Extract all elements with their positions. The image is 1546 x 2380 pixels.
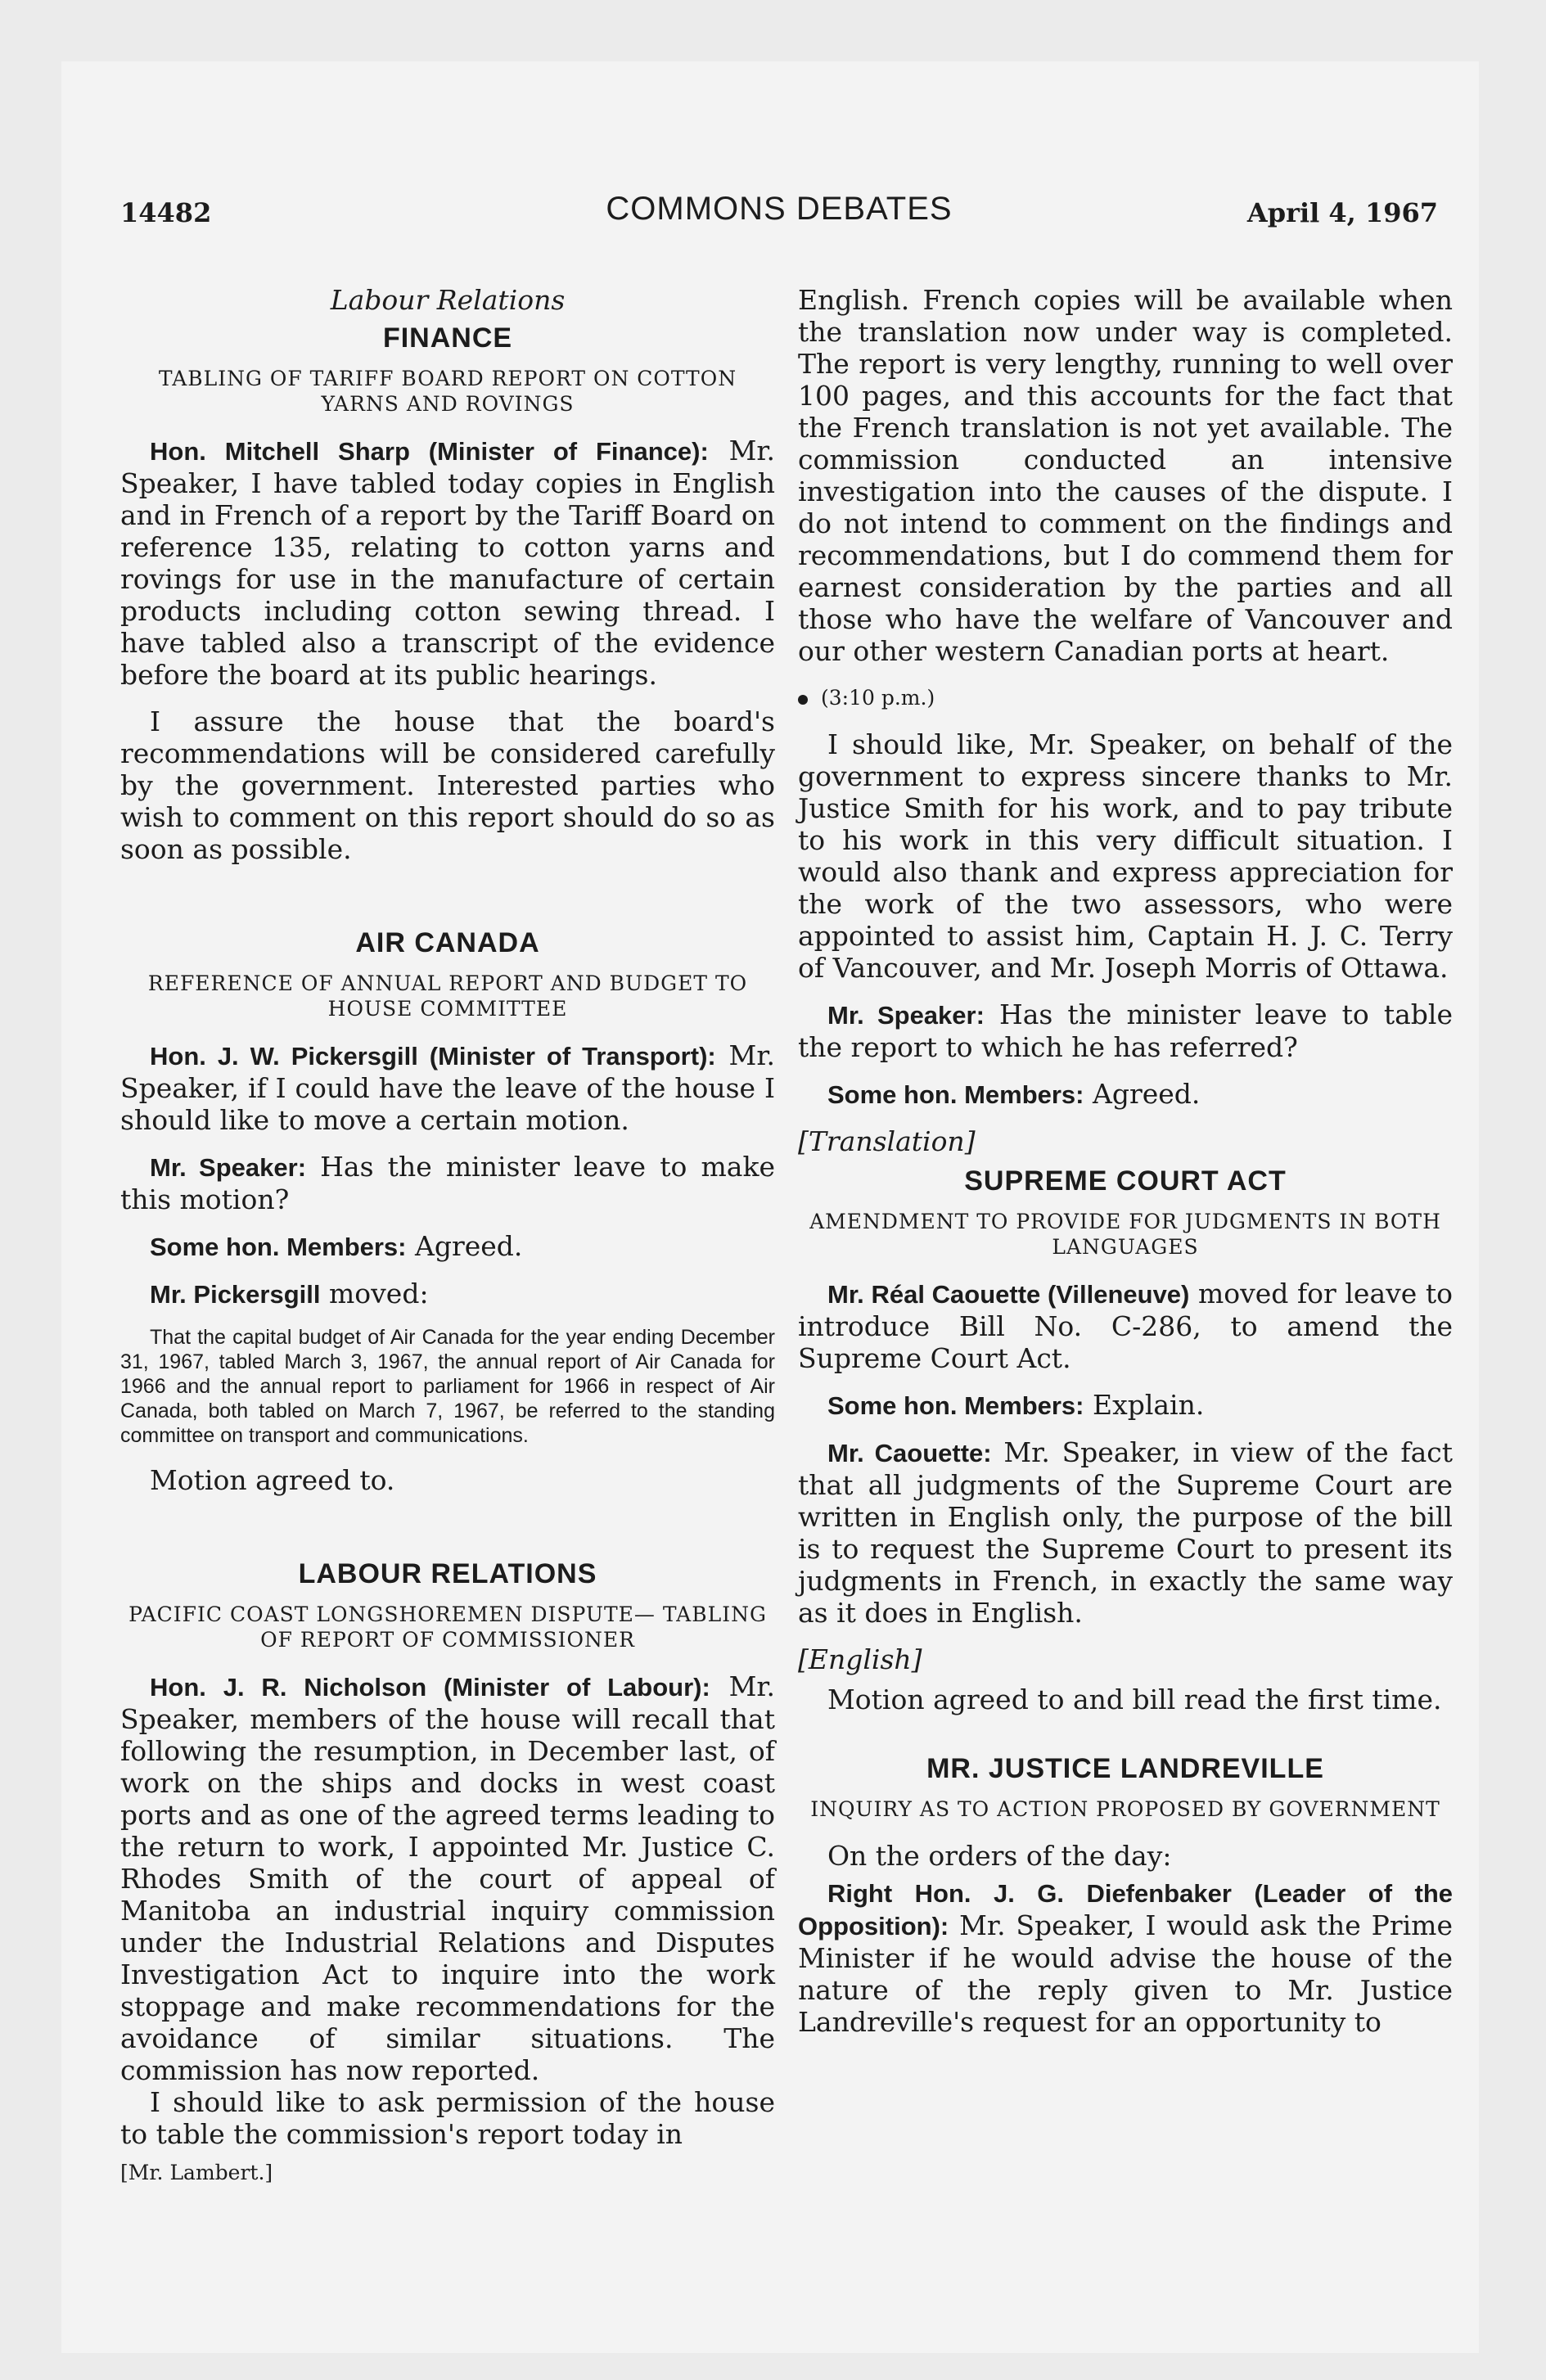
translation-tag: [Translation] — [798, 1125, 976, 1157]
members-label: Some hon. Members: — [827, 1080, 1084, 1109]
paragraph-explain — [798, 1389, 1453, 1422]
speaker-sharp: Hon. Mitchell Sharp (Minister of Finance): — [150, 437, 709, 466]
speech-caouette-2: Mr. Speaker, in view of the fact that all judgments of the Supreme Court are written in English only, the purpose of the bill is to request the Supreme Court to present its judgments in French, in exactly the same way as it does in English. — [798, 1436, 1453, 1629]
paragraph-caouette — [798, 1278, 1453, 1374]
subheading-tariff-board: TABLING OF TARIFF BOARD REPORT ON COTTON YARNS AND ROVINGS — [158, 367, 737, 416]
motion-text: That the capital budget of Air Canada for the year ending December 31, 1967, tabled March 3, 1967, the annual report of Air Canada for 1966 and the annual report to parliament for 1966 in respect of Air Canada, both tabled on March 7, 1967, be referred to the standing committee on transport and communications. — [120, 1326, 775, 1447]
members-label: Some hon. Members: — [150, 1233, 407, 1261]
paragraph-members-agreed — [120, 1230, 775, 1263]
section-heading-landreville: MR. JUSTICE LANDREVILLE — [926, 1753, 1324, 1784]
members-label: Some hon. Members: — [827, 1391, 1084, 1420]
paragraph-thanks: I should like, Mr. Speaker, on behalf of the government to express sincere thanks to Mr. Justice Smith for his work, and to pay tribute to his work in this very difficult situation. I would also thank and express appreciation for the work of the two assessors, who were appointed to assist him, Captain H. J. C. Terry of Vancouver, and Mr. Joseph Morris of Ottawa. — [798, 728, 1453, 984]
paragraph-motion-agreed: Motion agreed to. — [150, 1464, 395, 1496]
left-column — [120, 284, 775, 2188]
page-date: April 4, 1967 — [1246, 197, 1438, 228]
subheading-inquiry: INQUIRY AS TO ACTION PROPOSED BY GOVERNMENT — [810, 1797, 1440, 1821]
running-subject: Labour Relations — [330, 284, 566, 316]
page-header — [120, 191, 1438, 240]
subheading-annual-report: REFERENCE OF ANNUAL REPORT AND BUDGET TO HOUSE COMMITTEE — [147, 971, 748, 1021]
right-column — [798, 284, 1453, 2053]
paragraph-orders: On the orders of the day: — [827, 1840, 1172, 1872]
speaker-diefenbaker: Right Hon. J. G. Diefenbaker (Leader of the Opposition): — [798, 1879, 1453, 1941]
speech-sharp: Mr. Speaker, I have tabled today copies in English and in French of a report by the Tariff Board on reference 135, relating to cotton yarns and rovings for use in the manufacture of certain products including cotton sewing thread. I have tabled also a transcript of the evidence before the board at its public hearings. — [120, 435, 775, 691]
section-heading-air-canada: AIR CANADA — [355, 927, 540, 958]
paragraph-speaker-table — [798, 998, 1453, 1063]
members-text: Explain. — [1093, 1389, 1205, 1421]
speaker-text: Has the minister leave to table the report to which he has referred? — [798, 998, 1453, 1063]
paragraph-caouette-2 — [798, 1436, 1453, 1629]
speaker-label: Mr. Speaker: — [827, 1001, 985, 1030]
page — [61, 61, 1479, 2353]
paragraph-continuation: English. French copies will be available when the translation now under way is completed. The report is very lengthy, running to well over 100 pages, and this accounts for the fact that the French translation is not yet available. The commission conducted an intensive investigation into the causes of the dispute. I do not intend to comment on the findings and recommendations, but I do commend them for earnest consideration by the parties and all those who have the welfare of Vancouver and our other western Canadian ports at heart. — [798, 284, 1453, 667]
paragraph-moved — [120, 1278, 775, 1310]
timestamp — [798, 682, 1453, 714]
speech-caouette: moved for leave to introduce Bill No. C-286, to amend the Supreme Court Act. — [798, 1278, 1453, 1374]
speaker-nicholson: Hon. J. R. Nicholson (Minister of Labour): — [150, 1673, 710, 1702]
section-heading-labour: LABOUR RELATIONS — [298, 1558, 597, 1589]
members-text: Agreed. — [1093, 1078, 1201, 1110]
section-heading-supreme-court: SUPREME COURT ACT — [964, 1165, 1287, 1197]
paragraph-diefenbaker — [798, 1877, 1453, 2038]
english-tag: [English] — [798, 1643, 922, 1675]
paragraph-sharp — [120, 435, 775, 691]
section-heading-finance: FINANCE — [382, 322, 513, 354]
subheading-judgments: AMENDMENT TO PROVIDE FOR JUDGMENTS IN BOTH LANGUAGES — [809, 1210, 1441, 1259]
speaker-caouette: Mr. Réal Caouette (Villeneuve) — [827, 1280, 1190, 1309]
subheading-longshoremen: PACIFIC COAST LONGSHOREMEN DISPUTE— TABLING OF REPORT OF COMMISSIONER — [128, 1602, 767, 1652]
paragraph-bill-agreed: Motion agreed to and bill read the first time. — [827, 1684, 1442, 1715]
members-text: Agreed. — [415, 1230, 523, 1262]
paragraph-assure: I assure the house that the board's recommendations will be considered carefully by the government. Interested parties who wish to comment on this report should do so as soon as possible. — [120, 705, 775, 865]
paragraph-nicholson — [120, 1670, 775, 2086]
paragraph-permission: I should like to ask permission of the house to table the commission's report today in — [120, 2086, 775, 2150]
speaker-caouette-2: Mr. Caouette: — [827, 1439, 992, 1467]
speaker-reference: [Mr. Lambert.] — [120, 2161, 273, 2184]
speaker-label: Mr. Speaker: — [150, 1153, 307, 1182]
speaker-pickersgill: Hon. J. W. Pickersgill (Minister of Transport): — [150, 1042, 716, 1071]
bullet-icon — [798, 695, 808, 705]
timestamp-text: (3:10 p.m.) — [821, 686, 935, 710]
moved-text: moved: — [329, 1278, 429, 1309]
publication-title: COMMONS DEBATES — [606, 191, 953, 227]
paragraph-members-agreed — [798, 1078, 1453, 1111]
speech-nicholson: Mr. Speaker, members of the house will recall that following the resumption, in December last, of work on the ships and docks in west coast ports and as one of the agreed terms leading to the return to work, I appointed Mr. Justice C. Rhodes Smith of the court of appeal of Manitoba an industrial inquiry commission under the Industrial Relations and Disputes Investigation Act to inquire into the work stoppage and make recommendations for the avoidance of similar situations. The commission has now reported. — [120, 1670, 775, 2086]
speech-diefenbaker: Mr. Speaker, I would ask the Prime Minister if he would advise the house of the nature of the reply given to Mr. Justice Landreville's request for an opportunity to — [798, 1909, 1453, 2038]
paragraph-pickersgill — [120, 1039, 775, 1136]
page-number: 14482 — [120, 197, 212, 228]
speaker-text: Has the minister leave to make this motion? — [120, 1151, 775, 1215]
moved-label: Mr. Pickersgill — [150, 1280, 321, 1309]
paragraph-speaker-leave — [120, 1151, 775, 1215]
speech-pickersgill: Mr. Speaker, if I could have the leave of the house I should like to move a certain motion. — [120, 1039, 775, 1136]
